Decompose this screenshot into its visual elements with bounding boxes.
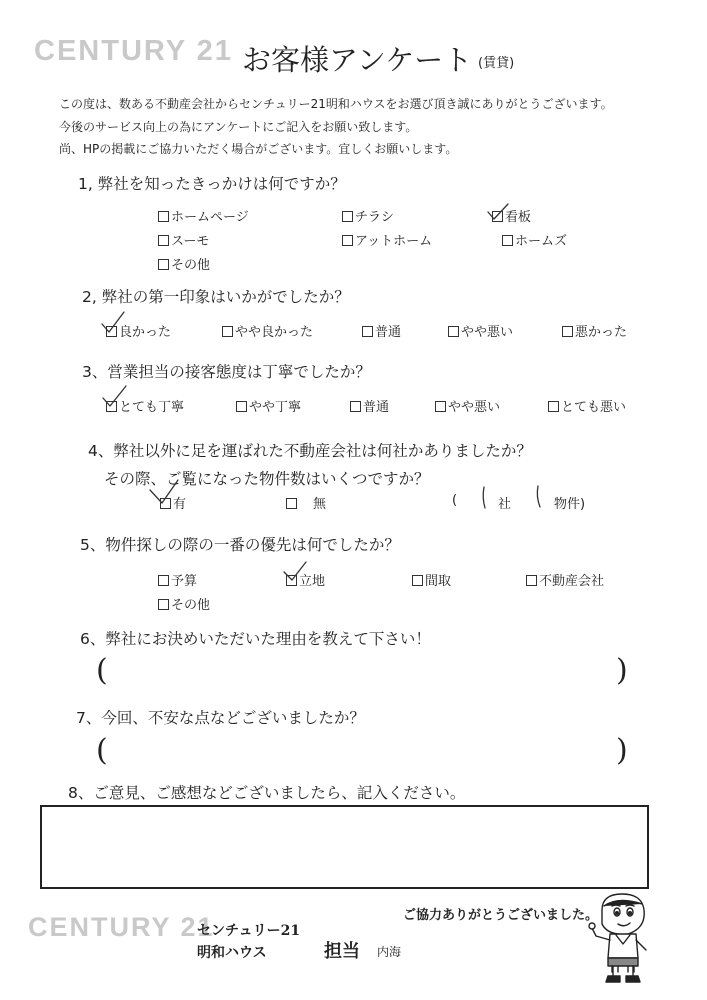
check-mark-icon	[102, 312, 124, 332]
q2-option-fairly-good[interactable]: やや良かった	[222, 321, 313, 340]
question-5: 5、物件探しの際の一番の優先は何でしたか？	[80, 536, 400, 554]
q5-option-other[interactable]: その他	[158, 594, 210, 613]
intro-line-3: 尚、HPの掲載にご協力いただく場合がございます。宜しくお願いします。	[59, 142, 458, 156]
question-8: 8、ご意見、ご感想などございましたら、記入ください。	[68, 784, 466, 802]
century21-logo: CENTURY 21	[34, 35, 233, 67]
thanks-message: ご協力ありがとうございました。	[403, 908, 599, 923]
q6-right-paren: )	[616, 653, 628, 688]
q2-option-fairly-bad[interactable]: やや悪い	[448, 321, 513, 340]
handwritten-stroke	[483, 487, 485, 508]
q6-left-paren: (	[96, 653, 108, 688]
question-4-sub: その際、ご覧になった物件数はいくつですか？	[104, 470, 430, 488]
q1-option-athome[interactable]: アットホーム	[342, 230, 432, 249]
company-name-line-1: センチュリー21	[197, 923, 301, 939]
q1-option-signboard[interactable]: 看板	[492, 206, 531, 225]
q5-option-budget[interactable]: 予算	[158, 570, 197, 589]
q2-option-good[interactable]: 良かった	[106, 321, 171, 340]
page-title: お客様アンケート	[242, 43, 473, 77]
cartoon-mascot-icon	[588, 888, 658, 988]
q4-option-no[interactable]: 無	[286, 493, 326, 512]
check-mark-icon	[103, 386, 126, 406]
staff-label: 担当	[324, 941, 360, 962]
century21-logo-footer: CENTURY 21	[28, 912, 215, 942]
question-6: 6、弊社にお決めいただいた理由を教えて下さい！	[80, 630, 431, 648]
q4-count-open-paren: (	[452, 493, 458, 508]
q3-option-very-polite[interactable]: とても丁寧	[106, 396, 184, 415]
q4-company-count-unit: 社	[498, 497, 512, 512]
q4-property-count-unit: 物件)	[554, 497, 586, 512]
q3-option-normal[interactable]: 普通	[350, 396, 389, 415]
q1-option-flyer[interactable]: チラシ	[342, 206, 394, 225]
q2-option-normal[interactable]: 普通	[362, 321, 401, 340]
q5-option-agency[interactable]: 不動産会社	[526, 570, 604, 589]
q3-option-fairly-polite[interactable]: やや丁寧	[236, 396, 301, 415]
question-4: 4、弊社以外に足を運ばれた不動産会社は何社かありましたか？	[88, 442, 532, 460]
staff-name: 内海	[377, 945, 402, 959]
intro-line-2: 今後のサービス向上の為にアンケートにご記入をお願い致します。	[59, 120, 418, 134]
q5-option-location[interactable]: 立地	[286, 570, 325, 589]
check-mark-icon	[150, 480, 178, 503]
question-1: 1, 弊社を知ったきっかけは何ですか？	[78, 175, 346, 193]
company-name-line-2: 明和ハウス	[197, 945, 267, 961]
q1-option-suumo[interactable]: スーモ	[158, 230, 209, 249]
page-subtitle: (賃貸)	[478, 56, 515, 71]
q3-option-fairly-bad[interactable]: やや悪い	[435, 396, 500, 415]
question-3: 3、営業担当の接客態度は丁寧でしたか？	[82, 363, 371, 381]
q2-option-bad[interactable]: 悪かった	[562, 321, 627, 340]
q1-option-homes[interactable]: ホームズ	[502, 230, 567, 249]
q7-right-paren: )	[616, 733, 628, 768]
q4-option-yes[interactable]: 有	[160, 493, 186, 512]
question-2: 2, 弊社の第一印象はいかがでしたか？	[82, 288, 350, 306]
check-mark-icon	[284, 562, 306, 580]
q1-option-other[interactable]: その他	[158, 254, 210, 273]
check-mark-icon	[488, 204, 508, 219]
q5-option-floorplan[interactable]: 間取	[412, 570, 451, 589]
handwritten-stroke	[537, 486, 540, 507]
q1-option-homepage[interactable]: ホームページ	[158, 206, 249, 225]
question-7: 7、今回、不安な点などございましたか？	[76, 709, 365, 727]
intro-line-1: この度は、数ある不動産会社からセンチュリー21明和ハウスをお選び頂き誠にありがとうございます。	[59, 97, 613, 111]
q7-left-paren: (	[96, 733, 108, 768]
q3-option-very-bad[interactable]: とても悪い	[548, 396, 626, 415]
